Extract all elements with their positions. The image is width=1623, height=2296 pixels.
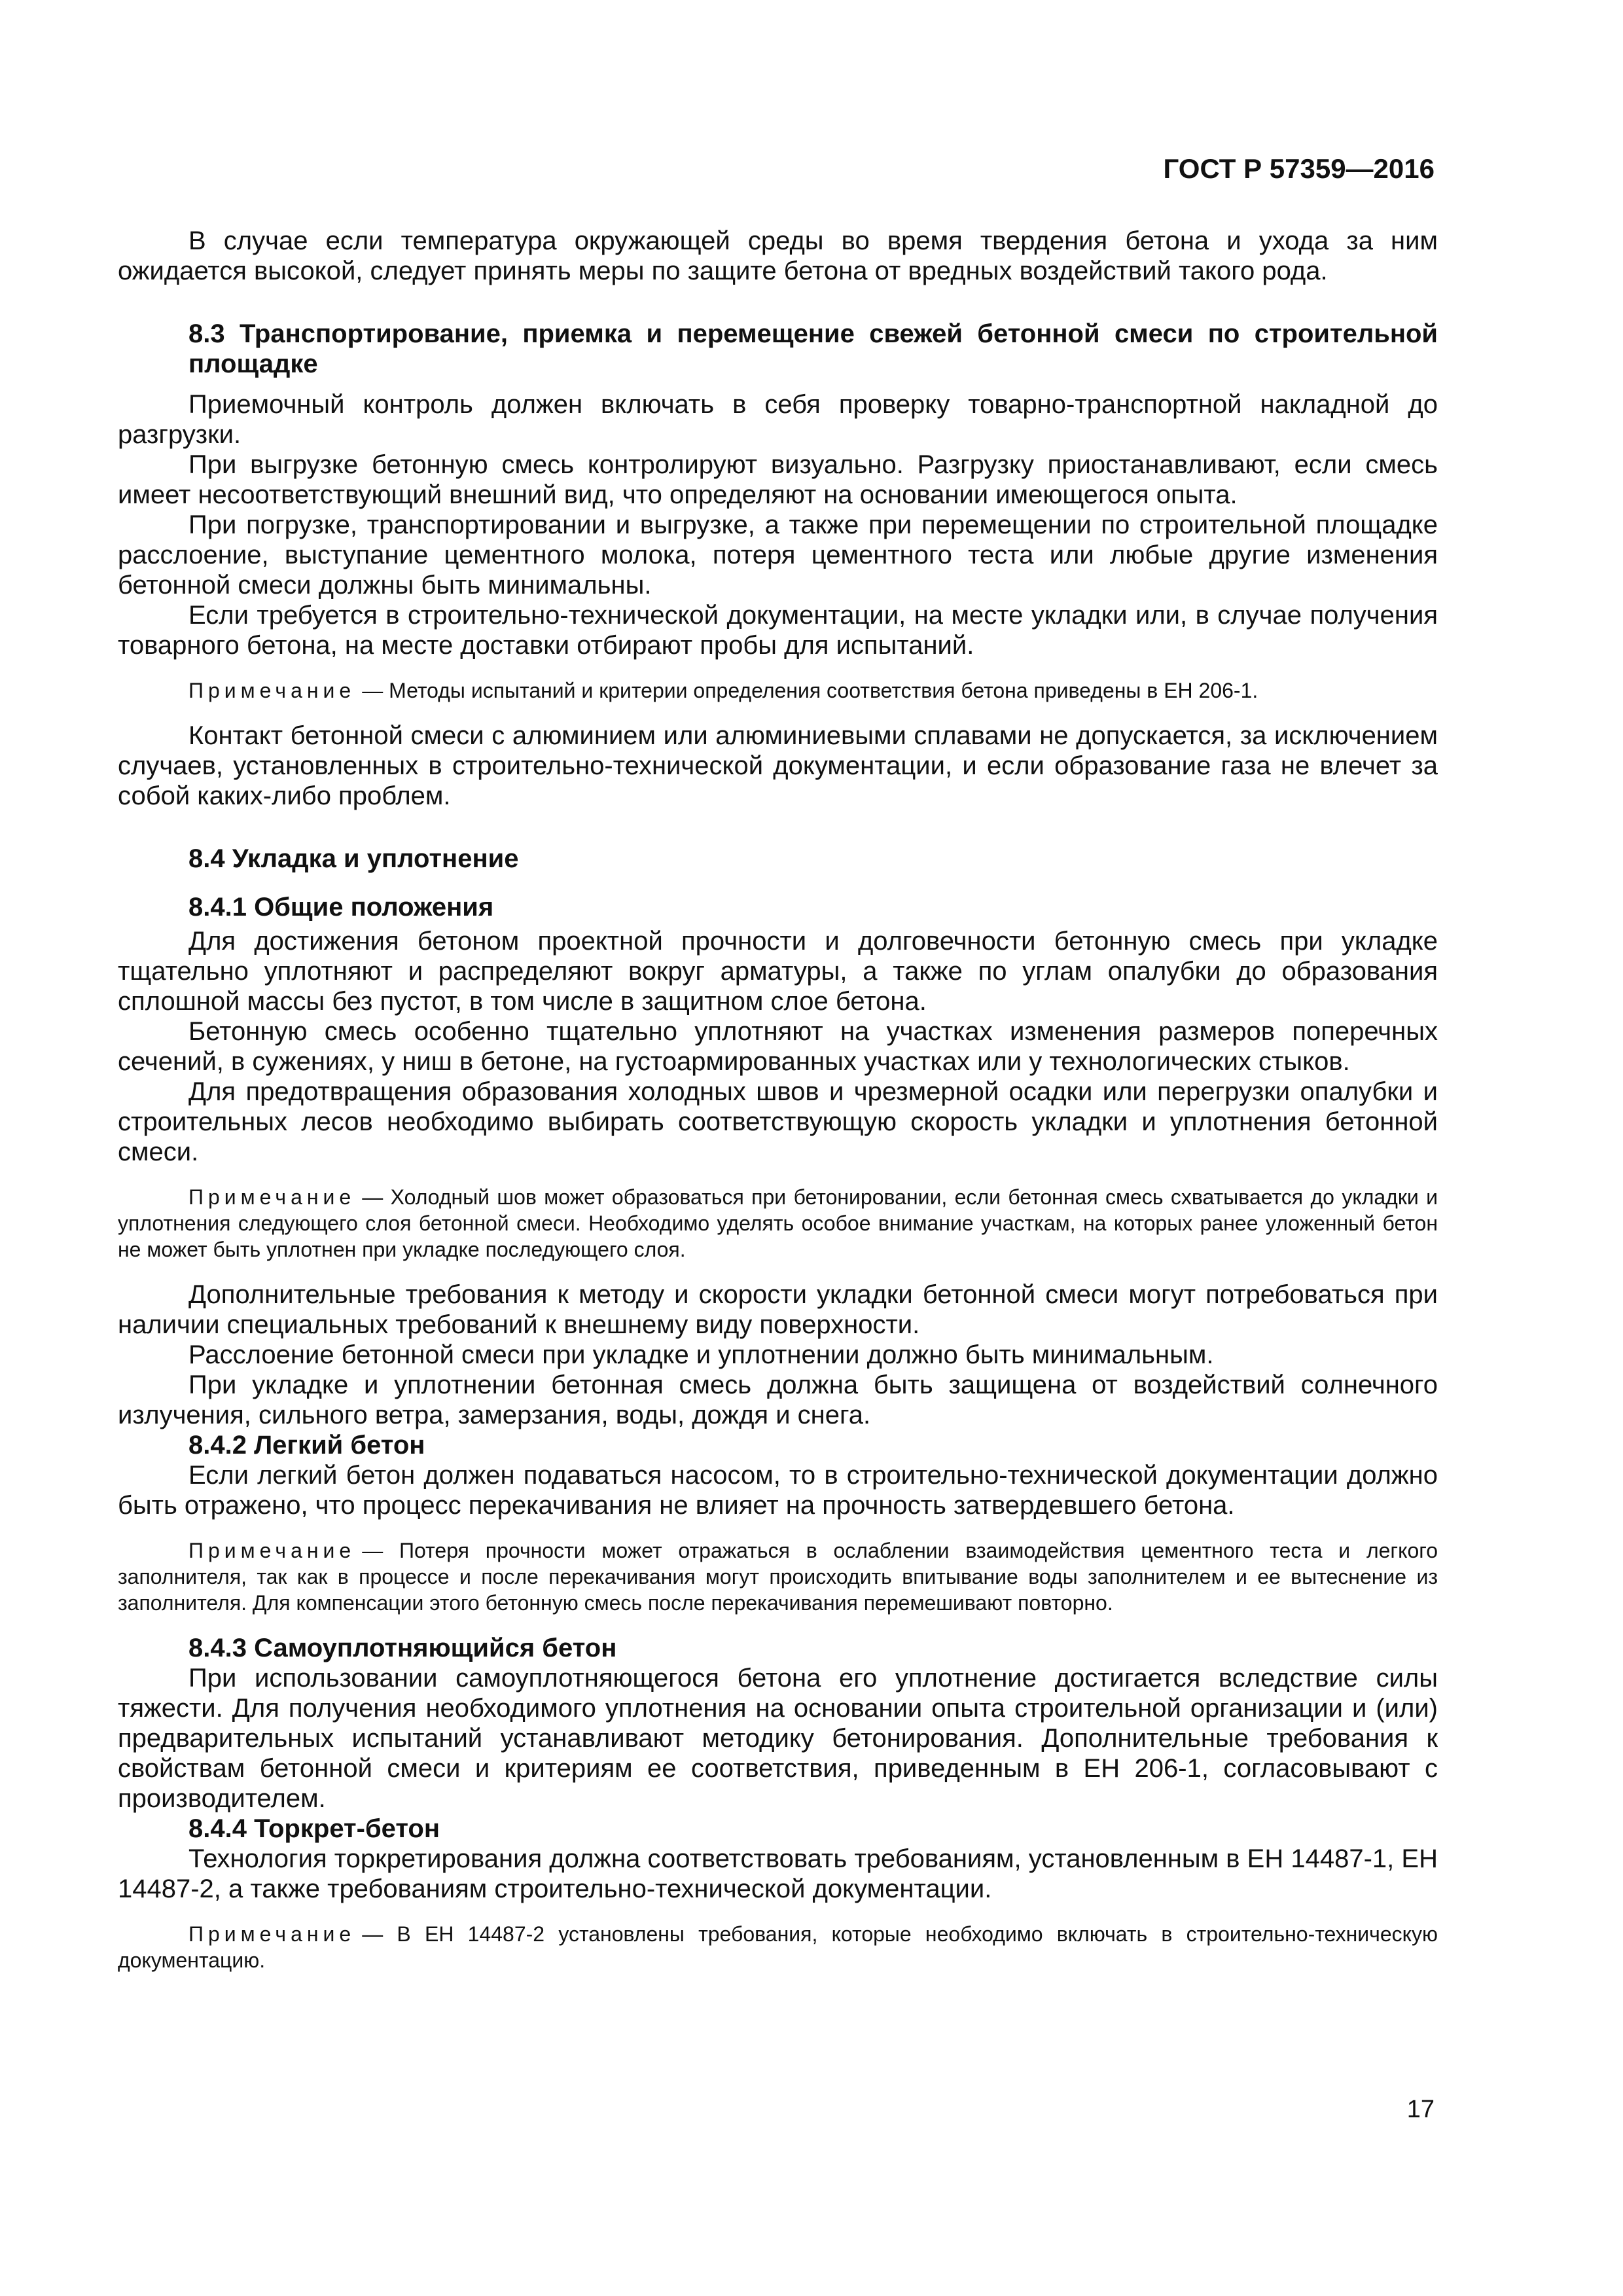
note-text: — В ЕН 14487-2 установлены требования, которые необходимо включать в строительно-техническую документацию. (118, 1922, 1438, 1972)
subsection-heading-8-4-1: 8.4.1 Общие положения (188, 893, 494, 922)
note-label: Примечание (188, 1185, 356, 1209)
note-text: — Потеря прочности может отражаться в ослаблении взаимодействия цементного теста и легкого заполнителя, так как в процессе и после перекачивания могут происходить впитывание воды заполнителем и ее вытеснение из заполнителя. Для компенсации этого бетонную смесь после перекачивания перемешивают повторно. (118, 1539, 1438, 1615)
subsection-heading-8-4-2: 8.4.2 Легкий бетон (188, 1431, 425, 1460)
note (118, 1184, 1438, 1263)
paragraph: Контакт бетонной смеси с алюминием или алюминиевыми сплавами не допускается, за исключением случаев, установленных в строительно-технической документации, и если образование газа не влечет за собой каких-либо проблем. (118, 721, 1438, 810)
page-number: 17 (1406, 2096, 1435, 2123)
subsection-heading-8-4-3: 8.4.3 Самоуплотняющийся бетон (188, 1634, 617, 1662)
paragraph: Если требуется в строительно-технической документации, на месте укладки или, в случае получения товарного бетона, на месте доставки отбирают пробы для испытаний. (118, 601, 1438, 660)
subsection-heading-8-4-4: 8.4.4 Торкрет-бетон (188, 1814, 440, 1843)
paragraph: Для достижения бетоном проектной прочности и долговечности бетонную смесь при укладке тщательно уплотняют и распределяют вокруг арматуры, а также по углам опалубки до образования сплошной массы без пустот, в том числе в защитном слое бетона. (118, 927, 1438, 1016)
page-body (118, 226, 1438, 1990)
paragraph: При выгрузке бетонную смесь контролируют визуально. Разгрузку приостанавливают, если смесь имеет несоответствующий внешний вид, что определяют на основании имеющегося опыта. (118, 450, 1438, 509)
paragraph: В случае если температура окружающей среды во время твердения бетона и ухода за ним ожидается высокой, следует принять меры по защите бетона от вредных воздействий такого рода. (118, 226, 1438, 285)
note-label: Примечание (188, 679, 356, 702)
paragraph: Технология торкретирования должна соответствовать требованиям, установленным в ЕН 14487-1, ЕН 14487-2, а также требованиям строительно-технической документации. (118, 1844, 1438, 1903)
paragraph: При укладке и уплотнении бетонная смесь должна быть защищена от воздействий солнечного излучения, сильного ветра, замерзания, воды, дождя и снега. (118, 1371, 1438, 1429)
note-label: Примечание (188, 1922, 356, 1946)
paragraph: Расслоение бетонной смеси при укладке и уплотнении должно быть минимальным. (188, 1340, 1214, 1369)
section-heading-8-4: 8.4 Укладка и уплотнение (188, 844, 519, 873)
paragraph: При использовании самоуплотняющегося бетона его уплотнение достигается вследствие силы тяжести. Для получения необходимого уплотнения на основании опыта строительной организации и (или) предварительных испытаний устанавливают методику бетонирования. Дополнительные требования к свойствам бетонной смеси и критериям ее соответствия, приведенным в ЕН 206-1, согласовывают с производителем. (118, 1664, 1438, 1813)
note (118, 1921, 1438, 1973)
paragraph: При погрузке, транспортировании и выгрузке, а также при перемещении по строительной площадке расслоение, выступание цементного молока, потеря цементного теста или любые другие изменения бетонной смеси должны быть минимальны. (118, 511, 1438, 600)
paragraph: Если легкий бетон должен подаваться насосом, то в строительно-технической документации должно быть отражено, что процесс перекачивания не влияет на прочность затвердевшего бетона. (118, 1461, 1438, 1520)
document-number-header: ГОСТ Р 57359—2016 (1163, 153, 1435, 184)
note-label: Примечание (188, 1539, 356, 1562)
paragraph: Бетонную смесь особенно тщательно уплотняют на участках изменения размеров поперечных сечений, в сужениях, у ниш в бетоне, на густоармированных участках или у технологических стыков. (118, 1017, 1438, 1076)
note-text: — Холодный шов может образоваться при бетонировании, если бетонная смесь схватывается до укладки и уплотнения следующего слоя бетонной смеси. Необходимо уделять особое внимание участкам, на которых ранее уложенный бетон не может быть уплотнен при укладке последующего слоя. (118, 1185, 1438, 1261)
section-heading-8-3: 8.3 Транспортирование, приемка и перемещение свежей бетонной смеси по строительной площадке (188, 319, 1438, 378)
paragraph: Дополнительные требования к методу и скорости укладки бетонной смеси могут потребоваться при наличии специальных требований к внешнему виду поверхности. (118, 1280, 1438, 1339)
note-text: — Методы испытаний и критерии определения соответствия бетона приведены в ЕН 206-1. (362, 679, 1258, 702)
note (118, 677, 1438, 704)
paragraph: Для предотвращения образования холодных швов и чрезмерной осадки или перегрузки опалубки и строительных лесов необходимо выбирать соответствующую скорость укладки и уплотнения бетонной смеси. (118, 1077, 1438, 1166)
paragraph: Приемочный контроль должен включать в себя проверку товарно-транспортной накладной до разгрузки. (118, 390, 1438, 449)
note (118, 1537, 1438, 1616)
